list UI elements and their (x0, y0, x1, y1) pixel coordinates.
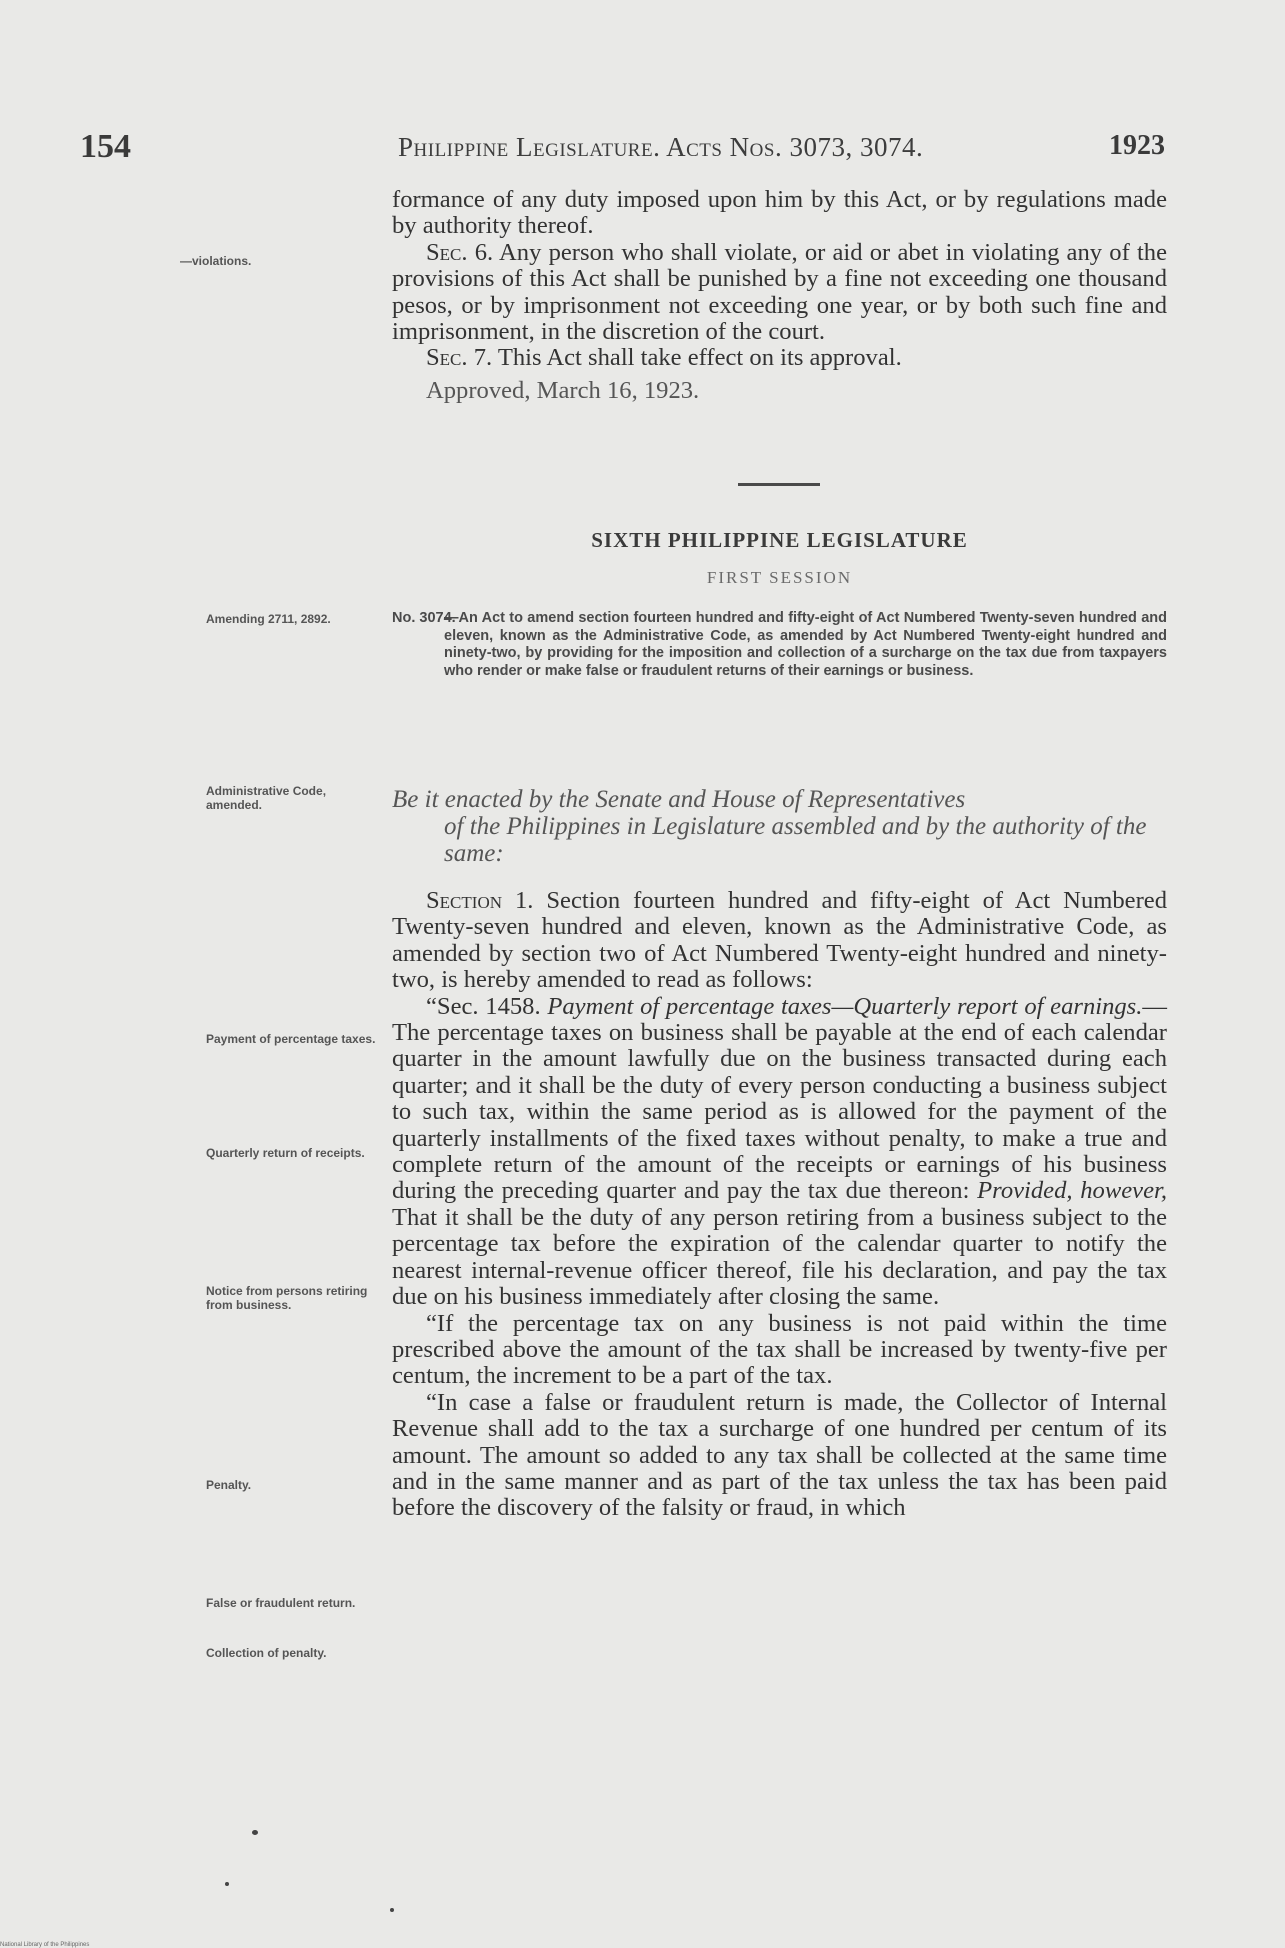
page-number: 154 (80, 128, 131, 165)
margin-note-false-return: False or fraudulent return. (206, 1596, 356, 1610)
continuation-text: formance of any duty imposed upon him by this Act, or by regulations made by authority thereof. (392, 186, 1167, 240)
sec1458-open: “Sec. 1458. (426, 992, 548, 1020)
act-number: No. 3074. (392, 610, 456, 626)
top-text-block (392, 187, 1167, 404)
section-divider (738, 483, 820, 486)
running-title: Philippine Legislature. Acts Nos. 3073, 3074. (398, 132, 924, 162)
margin-note-penalty: Penalty. (206, 1478, 252, 1492)
act-summary (392, 610, 1167, 680)
margin-note-amending: Amending 2711, 2892. (206, 612, 331, 626)
sec7-text: 7. This Act shall take effect on its approval. (467, 344, 902, 372)
enacting-clause (392, 786, 1167, 867)
header-year: 1923 (1109, 130, 1165, 161)
sec1458-title: Payment of percentage taxes—Quarterly report of earnings. (547, 992, 1143, 1020)
penalty-paragraph: “If the percentage tax on any business is not paid within the time prescribed above the amount of the tax shall be increased by twenty-five per centum, the increment to be a part of the tax. (392, 1309, 1167, 1390)
sec1458-proviso: Provided, however, (977, 1177, 1167, 1205)
scan-speck (225, 1882, 229, 1886)
scan-speck (252, 1830, 258, 1835)
act-title: —An Act to amend section fourteen hundred and fifty-eight of Act Numbered Twenty-seven hundred and eleven, known as the Administrative Code, as amended by Act Numbered Twenty-eight hundred and ninety-two, by providing for the imposition and collection of a surcharge on the tax due from taxpayers who render or make false or fraudulent returns of their earnings or business. (444, 610, 1167, 679)
sec6-text: 6. Any person who shall violate, or aid or abet in violating any of the provisions of this Act shall be punished by a fine not exceeding one thousand pesos, or by imprisonment not exceeding one year, or by both such fine and imprisonment, in the discretion of the court. (392, 238, 1167, 346)
false-return-paragraph: “In case a false or fraudulent return is made, the Collector of Internal Revenue shall add to the tax a surcharge of one hundred per centum of its amount. The amount so added to any tax shall be collected at the same time and in the same manner and as part of the tax unless the tax has been paid before the discovery of the falsity or fraud, in which (392, 1388, 1167, 1522)
section-6 (392, 240, 1167, 346)
margin-note-quarterly: Quarterly return of receipts. (206, 1146, 365, 1160)
section1-label: Section (426, 887, 503, 914)
sec6-label: Sec. (426, 238, 468, 266)
section-1 (392, 888, 1167, 994)
margin-note-admin-code: Administrative Code, amended. (206, 784, 327, 812)
sec1458-text-1: —The percentage taxes on business shall be payable at the end of each calendar quarter in the amount lawfully due on the business transacted during each quarter; and it shall be the duty of every person conducting a business subject to such tax, within the same period as is allowed for the payment of the quarterly installments of the fixed taxes without penalty, to make a true and complete return of the amount of the receipts or earnings of his business during the preceding quarter and pay the tax due thereon: (392, 992, 1167, 1205)
margin-note-violations: —violations. (180, 254, 252, 268)
section1-text: 1. Section fourteen hundred and fifty-eight of Act Numbered Twenty-seven hundred and eleven, known as the Administrative Code, as amended by section two of Act Numbered Twenty-eight hundred and ninety-two, is hereby amended to read as follows: (392, 887, 1167, 994)
section-1458 (392, 994, 1167, 1311)
section-7 (392, 345, 1167, 371)
margin-note-notice: Notice from persons retiring from business. (206, 1284, 368, 1312)
approval-date: Approved, March 16, 1923. (426, 376, 700, 404)
enacting-line-2: of the Philippines in Legislature assembled and by the authority of the same: (444, 813, 1147, 867)
margin-note-collection: Collection of penalty. (206, 1646, 327, 1660)
running-header (80, 128, 1165, 168)
footer-credit: National Library of the Philippines (0, 1942, 90, 1948)
legislature-heading: SIXTH PHILIPPINE LEGISLATURE (591, 528, 968, 552)
margin-note-payment: Payment of percentage taxes. (206, 1032, 376, 1046)
enacting-line-1: Be it enacted by the Senate and House of Representatives (392, 786, 966, 813)
sec1458-text-2: That it shall be the duty of any person retiring from a business subject to the percentage tax before the expiration of the calendar quarter to notify the nearest internal-revenue officer thereof, file his declaration, and pay the tax due on his business immediately after closing the same. (392, 1203, 1167, 1311)
scan-speck (390, 1908, 394, 1912)
session-heading: FIRST SESSION (706, 568, 853, 587)
main-text-block (392, 888, 1167, 1522)
sec7-label: Sec. (426, 344, 468, 372)
